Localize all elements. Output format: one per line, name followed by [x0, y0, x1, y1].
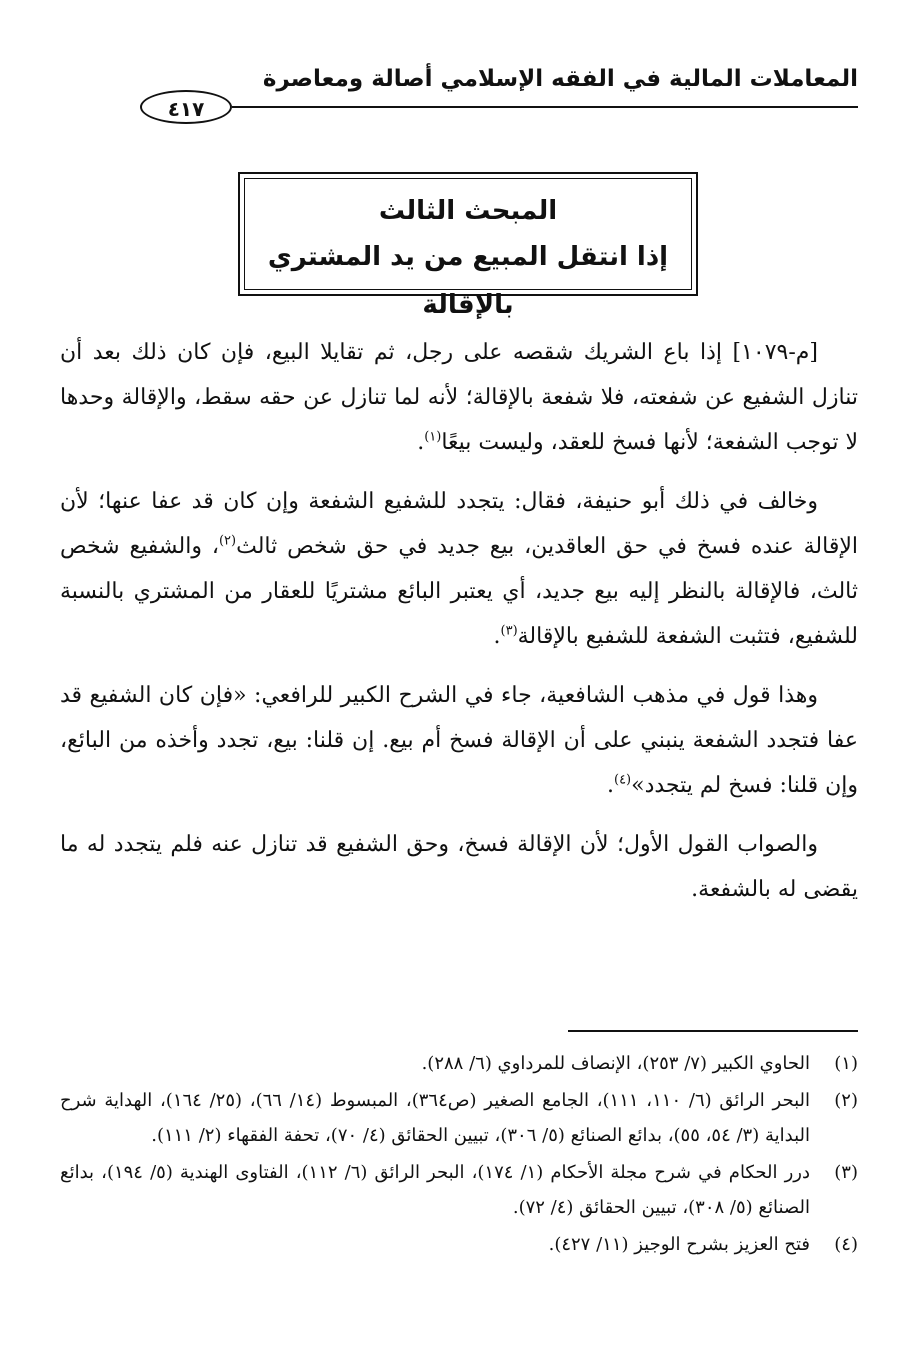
body-text — [60, 330, 858, 926]
footnote-text: درر الحكام في شرح مجلة الأحكام (١/ ١٧٤)، البحر الرائق (٦/ ١١٢)، الفتاوى الهندية (٥/ ١٩٤)، بدائع الصنائع (٥/ ٣٠٨)، تبيين الحقائق (٤/ ٧٢). — [60, 1162, 810, 1218]
footnote-text: الحاوي الكبير (٧/ ٢٥٣)، الإنصاف للمرداوي (٦/ ٢٨٨). — [421, 1053, 810, 1074]
footnote-4 — [60, 1227, 858, 1262]
footnote-2 — [60, 1083, 858, 1153]
header-rule — [232, 106, 858, 108]
footnote-3 — [60, 1155, 858, 1225]
paragraph-2-tail: ، والشفيع شخص ثالث، فالإقالة بالنظر إليه بيع جديد، أي يعتبر البائع مشتريًا للعقار من المشتري بالنسبة للشفيع، فتثبت الشفعة للشفيع بالإقالة — [60, 534, 858, 649]
footnote-ref-4[interactable]: (٤) — [613, 772, 632, 788]
paragraph-2 — [60, 479, 858, 659]
footnote-text: فتح العزيز بشرح الوجيز (١١/ ٤٢٧). — [548, 1234, 810, 1255]
paragraph-2-tail2: . — [493, 624, 501, 649]
paragraph-1 — [60, 330, 858, 465]
footnote-separator — [568, 1030, 858, 1032]
paragraph-2-text: وخالف في ذلك أبو حنيفة، فقال: يتجدد للشفيع الشفعة وإن كان قد عفا عنها؛ لأن الإقالة عنده فسخ في حق العاقدين، بيع جديد في حق شخص ثالث — [60, 489, 858, 559]
paragraph-3 — [60, 673, 858, 808]
footnote-text: البحر الرائق (٦/ ١١٠، ١١١)، الجامع الصغير (ص٣٦٤)، المبسوط (١٤/ ٦٦)، (٢٥/ ١٦٤)، الهداية شرح البداية (٣/ ٥٤، ٥٥)، بدائع الصنائع (٥/ ٣٠٦)، تبيين الحقائق (٤/ ٧٠)، تحفة الفقهاء (٢/ ١١١). — [60, 1090, 811, 1146]
paragraph-4-text: والصواب القول الأول؛ لأن الإقالة فسخ، وحق الشفيع قد تنازل عنه فلم يتجدد له ما يقضى له بالشفعة. — [60, 832, 858, 902]
running-header-title: المعاملات المالية في الفقه الإسلامي أصالة ومعاصرة — [262, 66, 858, 92]
paragraph-1-text: [م-١٠٧٩] إذا باع الشريك شقصه على رجل، ثم تقايلا البيع، فإن كان ذلك بعد أن تنازل الشفيع عن شفعته، فلا شفعة بالإقالة؛ لأنه لما تنازل عن حقه سقط، والإقالة وحدها لا توجب الشفعة؛ لأنها فسخ للعقد، وليست بيعًا — [60, 340, 858, 455]
footnote-number: (١) — [834, 1053, 858, 1074]
footnote-number: (٢) — [834, 1090, 858, 1111]
footnote-number: (٤) — [834, 1234, 858, 1255]
paragraph-3-text: وهذا قول في مذهب الشافعية، جاء في الشرح الكبير للرافعي: «فإن كان الشفيع قد عفا فتجدد الشفعة ينبني على أن الإقالة فسخ أم بيع. إن قلنا: بيع، تجدد وأخذه من البائع، وإن قلنا: فسخ لم يتجدد» — [60, 683, 858, 798]
footnote-ref-2[interactable]: (٢) — [218, 533, 237, 549]
paragraph-3-tail: . — [606, 773, 614, 798]
chapter-title-box — [238, 172, 698, 320]
footnote-1 — [60, 1046, 858, 1081]
footnotes — [60, 1046, 858, 1264]
page-number: ٤١٧ — [140, 90, 232, 124]
paragraph-1-tail: . — [417, 430, 425, 455]
paragraph-4 — [60, 822, 858, 912]
chapter-subheading: إذا انتقل المبيع من يد المشتري بالإقالة — [267, 242, 669, 320]
chapter-heading: المبحث الثالث — [378, 196, 558, 226]
footnote-ref-3[interactable]: (٣) — [500, 623, 518, 639]
footnote-ref-1[interactable]: (١) — [424, 429, 442, 445]
footnote-number: (٣) — [834, 1162, 858, 1183]
chapter-title-inner-frame — [244, 178, 692, 320]
